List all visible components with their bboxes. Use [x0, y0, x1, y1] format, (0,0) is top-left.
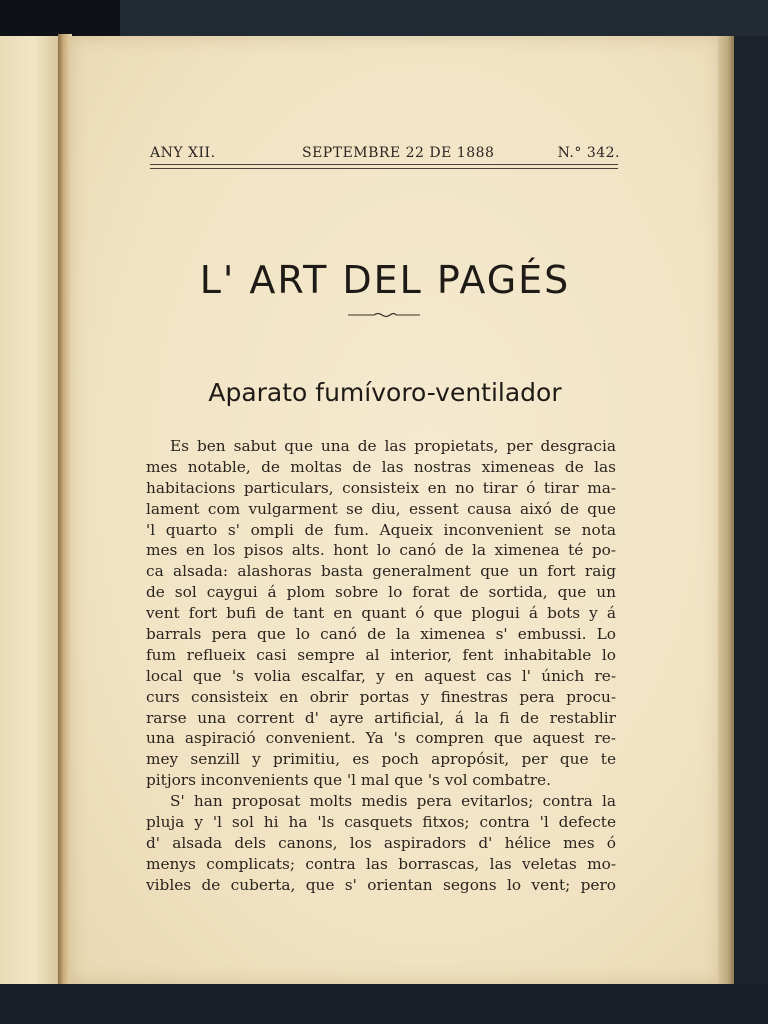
text-line: S' han proposat molts medis pera evitarlos; contra la: [170, 792, 616, 811]
issue-date: SEPTEMBRE 22 DE 1888: [302, 145, 495, 161]
header-rule-bottom: [150, 168, 618, 169]
text-line: habitacions particulars, consisteix en no tirar ó tirar ma-: [146, 478, 616, 497]
running-header: [150, 145, 620, 165]
text-line: mes en los pisos alts. hont lo canó de la ximenea té po-: [146, 541, 616, 560]
text-line: menys complicats; contra las borrascas, las veletas mo-: [146, 854, 616, 873]
text-line: lament com vulgarment se diu, essent causa aixó de que: [146, 499, 616, 518]
text-line: rarse una corrent d' ayre artificial, á la fi de restablir: [146, 708, 616, 727]
page-title: L' ART DEL PAGÉS: [199, 258, 571, 302]
text-line: barrals pera que lo canó de la ximenea s' embussi. Lo: [146, 625, 616, 644]
header-rule-top: [150, 164, 618, 165]
text-line: mey senzill y primitiu, es poch apropósit, per que te: [146, 750, 616, 769]
scanner-background-corner: [0, 0, 120, 36]
left-page-edge: [0, 36, 58, 986]
text-line: mes notable, de moltas de las nostras ximeneas de las: [146, 457, 616, 476]
article-title: Aparato fumívoro-ventilador: [208, 378, 562, 407]
text-line: pluja y 'l sol hi ha 'ls casquets fitxos; contra 'l defecte: [146, 813, 616, 832]
ornament-divider: [348, 312, 420, 318]
text-line: pitjors inconvenients que 'l mal que 's vol combatre.: [146, 771, 551, 790]
scanner-background-bottom: [0, 984, 768, 1024]
text-line: fum reflueix casi sempre al interior, fent inhabitable lo: [146, 645, 616, 664]
text-line: local que 's volia escalfar, y en aquest cas l' únich re-: [146, 666, 616, 685]
text-line: 'l quarto s' ompli de fum. Aqueix inconvenient se nota: [146, 520, 616, 539]
text-line: de sol caygui á plom sobre lo forat de sortida, que un: [146, 583, 616, 602]
page-stack-edge: [718, 36, 734, 984]
volume-label: ANY XII.: [150, 145, 216, 161]
text-line: curs consisteix en obrir portas y finestras pera procu-: [146, 687, 616, 706]
issue-number: N.° 342.: [557, 145, 620, 161]
text-line: vent fort bufi de tant en quant ó que plogui á bots y á: [146, 604, 616, 623]
text-line: Es ben sabut que una de las propietats, per desgracia: [170, 437, 616, 455]
article-body: [146, 436, 616, 896]
text-line: d' alsada dels canons, los aspiradors d' hélice mes ó: [146, 833, 616, 852]
text-line: ca alsada: alashoras basta generalment que un fort raig: [146, 562, 616, 581]
text-line: vibles de cuberta, que s' orientan segons lo vent; pero: [146, 875, 616, 894]
text-line: una aspiració convenient. Ya 's compren que aquest re-: [146, 729, 616, 748]
